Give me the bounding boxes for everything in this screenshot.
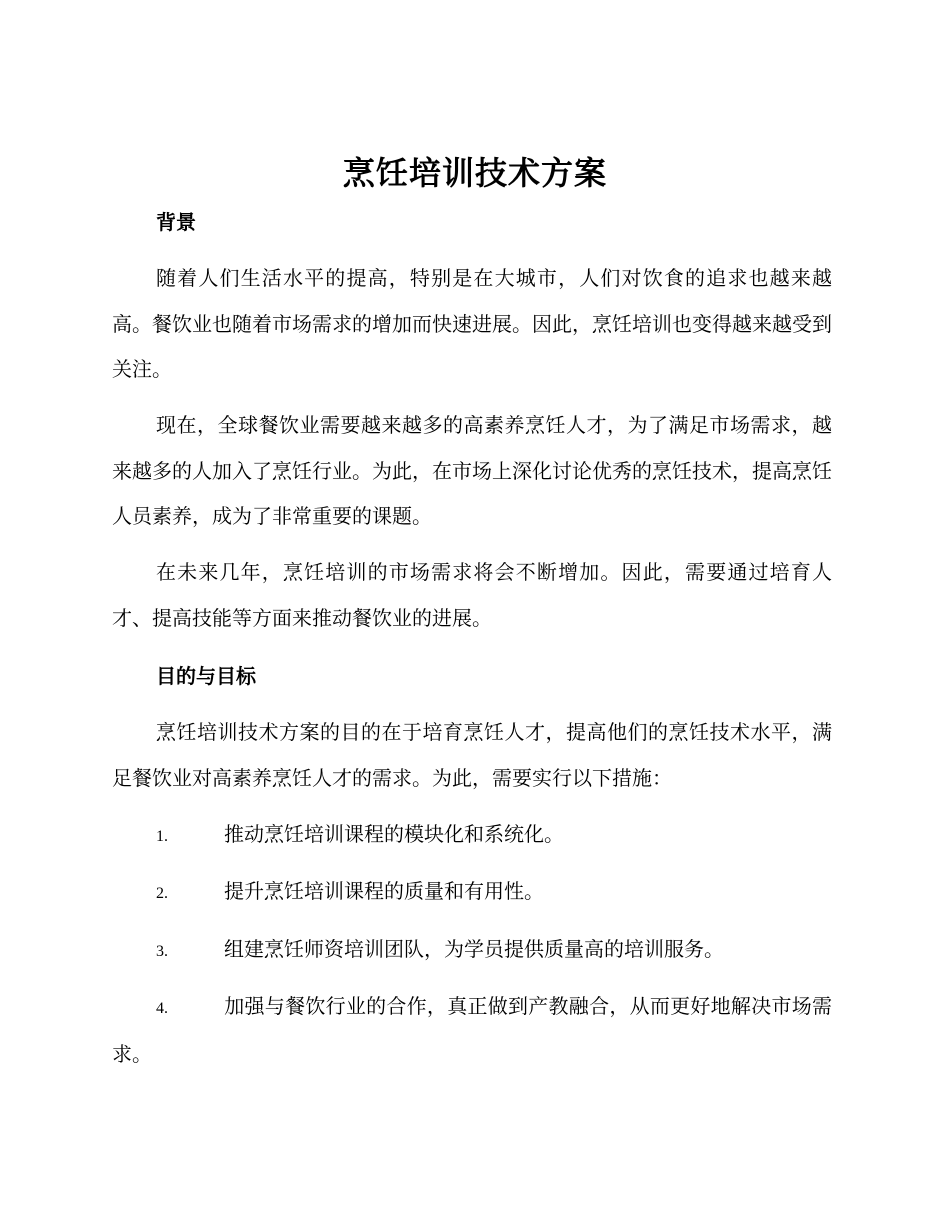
list-item-number: 1. [156,828,168,845]
list-item [112,927,832,975]
list-item-number: 2. [156,885,168,902]
paragraph: 随着人们生活水平的提高，特别是在大城市，人们对饮食的追求也越来越高。餐饮业也随着市场需求的增加而快速进展。因此，烹饪培训也变得越来越受到关注。 [112,266,832,381]
list-item-text: 加强与餐饮行业的合作，真正做到产教融合，从而更好地解决市场需求。 [112,994,832,1066]
list-item-text: 提升烹饪培训课程的质量和有用性。 [224,879,544,903]
list-item-number: 3. [156,943,168,960]
list-item [112,869,832,917]
document-title: 烹饪培训技术方案 [342,154,607,192]
paragraph: 现在，全球餐饮业需要越来越多的高素养烹饪人才，为了满足市场需求，越来越多的人加入了烹饪行业。为此，在市场上深化讨论优秀的烹饪技术，提高烹饪人员素养，成为了非常重要的课题。 [112,413,832,528]
list-item-text: 推动烹饪培训课程的模块化和系统化。 [224,822,564,846]
paragraph: 在未来几年，烹饪培训的市场需求将会不断增加。因此，需要通过培育人才、提高技能等方面来推动餐饮业的进展。 [112,560,832,630]
list-item-number: 4. [156,1000,168,1017]
paragraph: 烹饪培训技术方案的目的在于培育烹饪人才，提高他们的烹饪技术水平，满足餐饮业对高素养烹饪人才的需求。为此，需要实行以下措施： [112,720,832,790]
list-item [112,812,832,860]
list-item-text: 组建烹饪师资培训团队，为学员提供质量高的培训服务。 [224,937,724,961]
list-item [112,984,832,1077]
section-heading-goals: 目的与目标 [156,664,256,688]
section-heading-background: 背景 [156,210,196,234]
